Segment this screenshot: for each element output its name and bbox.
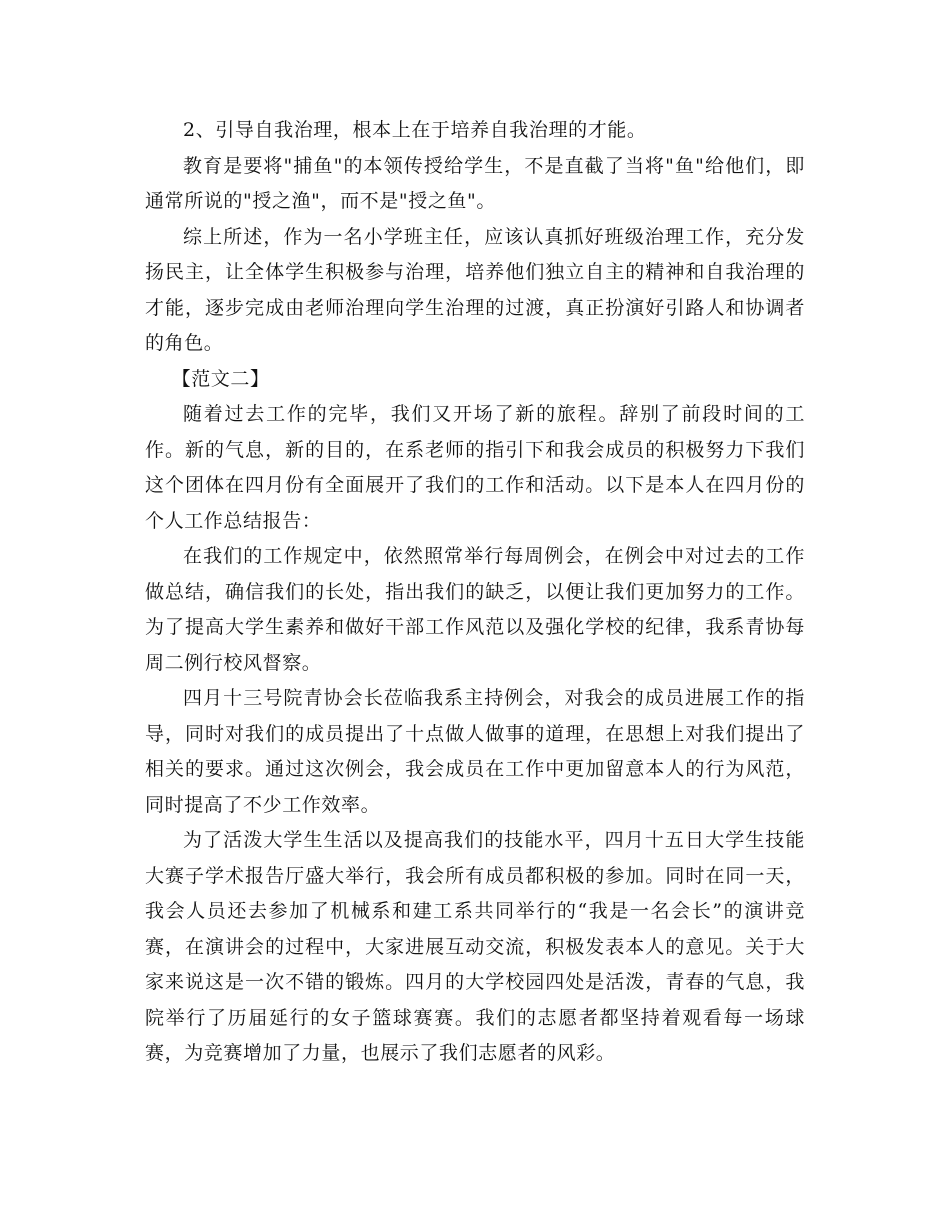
document-body [145,113,805,1072]
paragraph-april-13: 四月十三号院青协会长莅临我系主持例会，对我会的成员进展工作的指导，同时对我们的成员提出了十点做人做事的道理，在思想上对我们提出了相关的要求。通过这次例会，我会成员在工作中更加留意本人的行为风范，同时提高了不少工作效率。 [145,687,805,816]
paragraph-intro: 随着过去工作的完毕，我们又开场了新的旅程。辞别了前段时间的工作。新的气息，新的目的，在系老师的指引下和我会成员的积极努力下我们这个团体在四月份有全面展开了我们的工作和活动。以下是本人在四月份的个人工作总结报告： [145,403,805,532]
paragraph-fishing-metaphor: 教育是要将"捕鱼"的本领传授给学生，不是直截了当将"鱼"给他们，即通常所说的"授之渔"，而不是"授之鱼"。 [145,154,805,212]
paragraph-summary: 综上所述，作为一名小学班主任，应该认真抓好班级治理工作，充分发扬民主，让全体学生积极参与治理，培养他们独立自主的精神和自我治理的才能，逐步完成由老师治理向学生治理的过渡，真正扮演好引路人和协调者的角色。 [145,225,805,354]
paragraph-point-2: 2、引导自我治理，根本上在于培养自我治理的才能。 [183,119,647,141]
paragraph-april-15: 为了活泼大学生生活以及提高我们的技能水平，四月十五日大学生技能大赛子学术报告厅盛大举行，我会所有成员都积极的参加。同时在同一天，我会人员还去参加了机械系和建工系共同举行的“我是一名会长”的演讲竞赛，在演讲会的过程中，大家进展互动交流，积极发表本人的意见。关于大家来说这是一次不错的锻炼。四月的大学校园四处是活泼，青春的气息，我院举行了历届延行的女子篮球赛赛。我们的志愿者都坚持着观看每一场球赛，为竞赛增加了力量，也展示了我们志愿者的风彩。 [145,829,805,1064]
paragraph-weekly-meeting: 在我们的工作规定中，依然照常举行每周例会，在例会中对过去的工作做总结，确信我们的长处，指出我们的缺乏，以便让我们更加努力的工作。为了提高大学生素养和做好干部工作风范以及强化学校的纪律，我系青协每周二例行校风督察。 [145,545,805,674]
section-heading-sample-two: 【范文二】 [171,367,270,390]
